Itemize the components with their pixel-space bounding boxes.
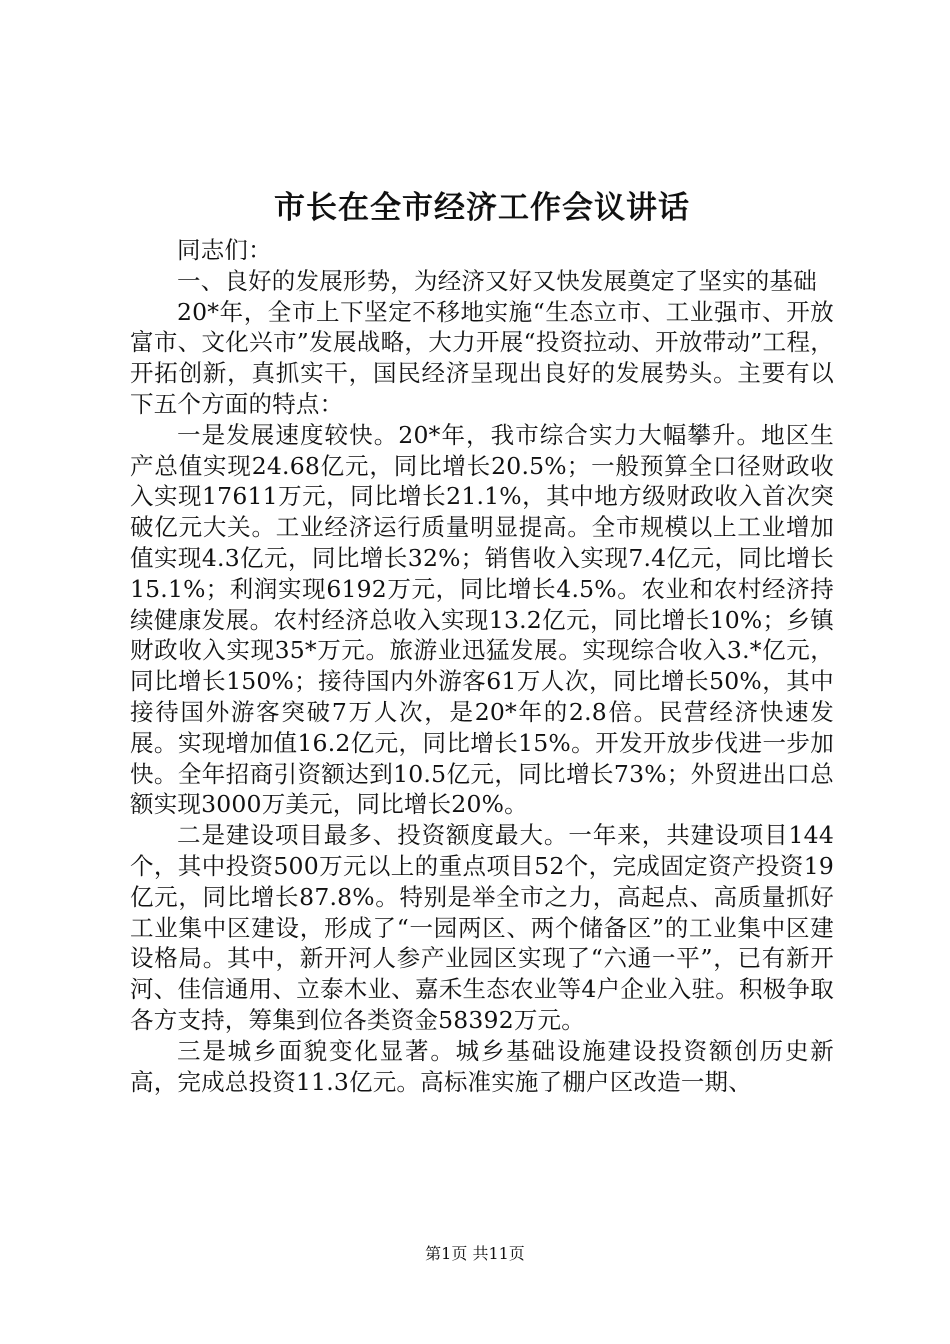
body-paragraph: 20*年，全市上下坚定不移地实施“生态立市、工业强市、开放富市、文化兴市”发展战略，大力开展“投资拉动、开放带动”工程，开拓创新，真抓实干，国民经济呈现出良好的发展势头。主要有以下五个方面的特点： bbox=[130, 297, 834, 418]
salutation: 同志们： bbox=[177, 236, 272, 264]
document-title: 市长在全市经济工作会议讲话 bbox=[274, 190, 690, 226]
document-page bbox=[130, 183, 834, 1097]
page-footer: 第1页 共11页 bbox=[425, 1244, 525, 1263]
body-paragraph: 三是城乡面貌变化显著。城乡基础设施建设投资额创历史新高，完成总投资11.3亿元。高标准实施了棚户区改造一期、 bbox=[130, 1036, 834, 1096]
section-heading: 一、良好的发展形势，为经济又好又快发展奠定了坚实的基础 bbox=[177, 266, 817, 295]
body-paragraph: 二是建设项目最多、投资额度最大。一年来，共建设项目144个，其中投资500万元以上的重点项目52个，完成固定资产投资19亿元，同比增长87.8%。特别是举全市之力，高起点、高质量抓好工业集中区建设，形成了“一园两区、两个储备区”的工业集中区建设格局。其中，新开河人参产业园区实现了“六通一平”，已有新开河、佳信通用、立泰木业、嘉禾生态农业等4户企业入驻。积极争取各方支持，筹集到位各类资金58392万元。 bbox=[130, 821, 834, 1034]
body-paragraph: 一是发展速度较快。20*年，我市综合实力大幅攀升。地区生产总值实现24.68亿元，同比增长20.5%；一般预算全口径财政收入实现17611万元，同比增长21.1%，其中地方级财政收入首次突破亿元大关。工业经济运行质量明显提高。全市规模以上工业增加值实现4.3亿元，同比增长32%；销售收入实现7.4亿元，同比增长15.1%；利润实现6192万元，同比增长4.5%。农业和农村经济持续健康发展。农村经济总收入实现13.2亿元，同比增长10%；乡镇财政收入实现35*万元。旅游业迅猛发展。实现综合收入3.*亿元，同比增长150%；接待国内外游客61万人次，同比增长50%，其中接待国外游客突破7万人次，是20*年的2.8倍。民营经济快速发展。实现增加值16.2亿元，同比增长15%。开发开放步伐进一步加快。全年招商引资额达到10.5亿元，同比增长73%；外贸进出口总额实现3000万美元，同比增长20%。 bbox=[130, 420, 834, 819]
